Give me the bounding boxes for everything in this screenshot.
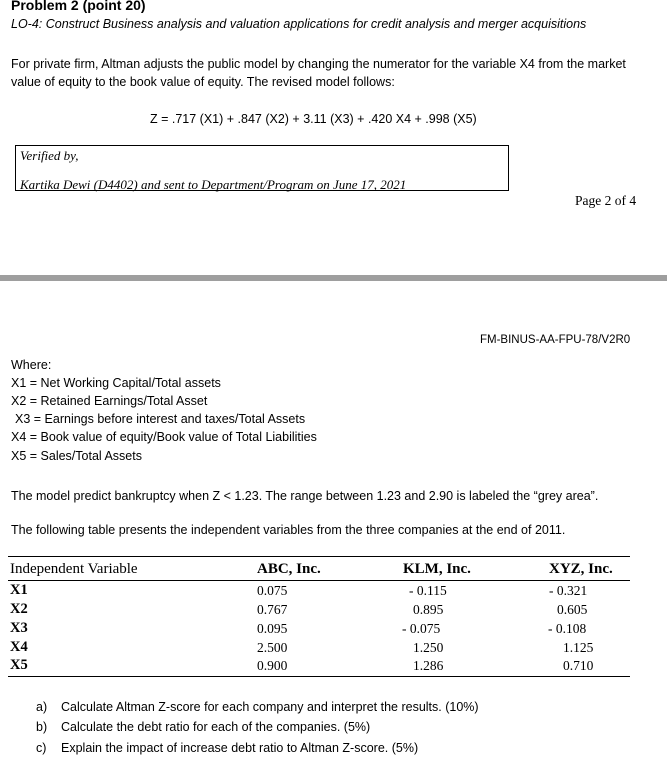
row-label-x2: X2 xyxy=(10,601,28,617)
cell-abc-x5: 0.900 xyxy=(257,658,288,673)
intro-paragraph: For private firm, Altman adjusts the public model by changing the numerator for the variable X4 from the market value of equity to the book value of equity. The revised model follows: xyxy=(11,57,626,89)
question-a-text: Calculate Altman Z-score for each company and interpret the results. (10%) xyxy=(61,700,479,714)
problem-title: Problem 2 (point 20) xyxy=(11,0,146,13)
row-label-x5: X5 xyxy=(10,657,28,673)
question-a-letter: a) xyxy=(36,700,48,714)
model-prediction-paragraph: The model predict bankruptcy when Z < 1.23. The range between 1.23 and 2.90 is labeled the “grey area”. xyxy=(11,489,599,503)
cell-xyz-x4: 1.125 xyxy=(563,640,594,655)
definition-x5: X5 = Sales/Total Assets xyxy=(11,449,142,463)
table-top-rule xyxy=(8,556,630,557)
learning-objective: LO-4: Construct Business analysis and valuation applications for credit analysis and merger acquisitions xyxy=(11,17,587,31)
page-number: Page 2 of 4 xyxy=(575,193,637,208)
cell-xyz-x5: 0.710 xyxy=(563,658,594,673)
cell-abc-x2: 0.767 xyxy=(257,602,288,617)
definition-x4: X4 = Book value of equity/Book value of Total Liabilities xyxy=(11,430,317,444)
table-header-klm: KLM, Inc. xyxy=(403,561,471,577)
question-b-text: Calculate the debt ratio for each of the companies. (5%) xyxy=(61,720,371,734)
cell-abc-x4: 2.500 xyxy=(257,640,288,655)
definition-x3: X3 = Earnings before interest and taxes/Total Assets xyxy=(15,412,306,426)
table-header-rule xyxy=(8,580,630,581)
cell-xyz-x3: - 0.108 xyxy=(548,621,587,636)
table-header-xyz: XYZ, Inc. xyxy=(549,561,613,577)
verified-by-label: Verified by, xyxy=(20,148,79,163)
question-c-text: Explain the impact of increase debt ratio to Altman Z-score. (5%) xyxy=(61,741,419,755)
row-label-x1: X1 xyxy=(10,582,28,598)
verification-text: Kartika Dewi (D4402) and sent to Department/Program on June 17, 2021 xyxy=(20,177,407,192)
cell-abc-x3: 0.095 xyxy=(257,621,288,636)
table-bottom-rule xyxy=(8,676,630,677)
table-intro: The following table presents the independent variables from the three companies at the end of 2011. xyxy=(11,523,566,537)
definition-x1: X1 = Net Working Capital/Total assets xyxy=(11,376,221,390)
definition-x2: X2 = Retained Earnings/Total Asset xyxy=(11,394,208,408)
cell-xyz-x2: 0.605 xyxy=(557,602,588,617)
table-header-variable: Independent Variable xyxy=(10,561,138,577)
cell-klm-x5: 1.286 xyxy=(413,658,444,673)
cell-klm-x4: 1.250 xyxy=(413,640,444,655)
cell-abc-x1: 0.075 xyxy=(257,583,288,598)
cell-klm-x3: - 0.075 xyxy=(402,621,441,636)
cell-klm-x2: 0.895 xyxy=(413,602,444,617)
document-id: FM-BINUS-AA-FPU-78/V2R0 xyxy=(480,334,631,346)
question-c-letter: c) xyxy=(36,741,47,755)
page-divider xyxy=(0,275,667,281)
where-label: Where: xyxy=(11,358,52,372)
row-label-x4: X4 xyxy=(10,639,28,655)
altman-formula: Z = .717 (X1) + .847 (X2) + 3.11 (X3) + .420 X4 + .998 (X5) xyxy=(150,112,477,126)
question-b-letter: b) xyxy=(36,720,48,734)
table-header-abc: ABC, Inc. xyxy=(257,561,321,577)
cell-xyz-x1: - 0.321 xyxy=(549,583,588,598)
cell-klm-x1: - 0.115 xyxy=(409,583,447,598)
row-label-x3: X3 xyxy=(10,620,28,636)
